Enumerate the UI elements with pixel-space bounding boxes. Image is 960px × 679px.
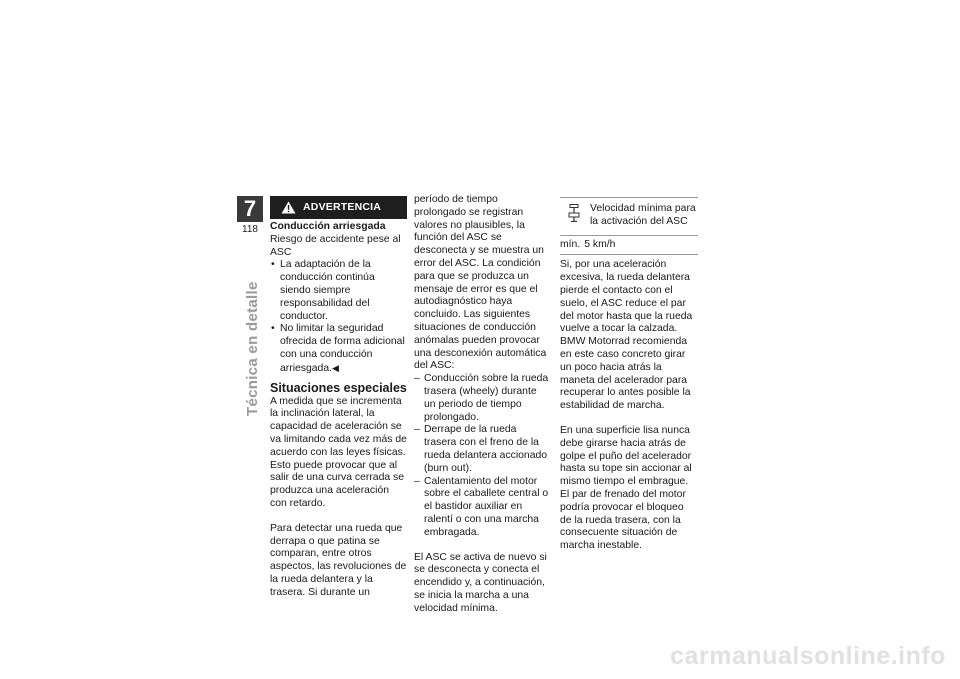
- watermark: carmanualsonline.info: [670, 642, 946, 670]
- chapter-number: 7: [237, 196, 263, 222]
- warning-triangle-icon: [276, 196, 300, 219]
- situation-item: – Calentamiento del motor sobre el caballete central o el bastidor auxiliar en ralentí o con una marcha embragada.: [414, 476, 551, 540]
- column-3: [560, 197, 698, 553]
- warning-header-label: ADVERTENCIA: [303, 201, 382, 214]
- chapter-title-vertical: [244, 240, 264, 420]
- situation-item: – Conducción sobre la rueda trasera (wheely) durante un periodo de tiempo prolongado.: [414, 373, 551, 424]
- column3-paragraph-2: En una superficie lisa nunca debe girarse hacia atrás de golpe el puño del acelerador hasta su tope sin accionar al mismo tiempo el embrague. El par de frenado del motor podría provocar el bloqueo de la rueda trasera, con la consecuente situación de marcha inestable.: [560, 424, 692, 552]
- speed-spec-box: [560, 197, 698, 255]
- situations-list: [414, 373, 551, 539]
- min-speed-value: 5 km/h: [584, 238, 616, 250]
- column2-paragraph-1: período de tiempo prolongado se registran valores no plausibles, la función del ASC se desconecta y se muestra un error del ASC. La condición para que se produzca un mensaje de error es que el autodiagnóstico haya concluido. Las siguientes situaciones de conducción anómalas pueden provocar una desconexión automática del ASC:: [414, 194, 547, 372]
- warning-bullets: [270, 259, 407, 375]
- column-2: [414, 194, 551, 616]
- speed-spec-label: Velocidad mínima para la activación del ASC: [590, 203, 696, 227]
- chapter-title: Técnica en detalle: [244, 281, 261, 416]
- end-mark: ◀: [331, 362, 339, 373]
- column-1: [270, 196, 407, 600]
- warning-bullet: • La adaptación de la conducción continúa siendo siempre responsabilidad del conductor.: [270, 259, 407, 323]
- column3-paragraph-1: Si, por una aceleración excesiva, la rueda delantera pierde el contacto con el suelo, el ASC reduce el par del motor hasta que la rueda vuelve a tocar la calzada. BMW Motorrad recomienda en este caso concreto girar un poco hacia atrás la maneta del acelerador para recuperar lo antes posible la estabilidad de marcha.: [560, 259, 693, 412]
- column2-paragraph-2: El ASC se activa de nuevo si se desconecta y conecta el encendido y, a continuación, se inicia la marcha a una velocidad mínima.: [414, 551, 547, 614]
- section-heading: Situaciones especiales: [270, 380, 407, 395]
- section-paragraph-2: Para detectar una rueda que derrapa o que patina se comparan, entre otros aspectos, las revoluciones de la rueda delantera y la trasera. Si durante un: [270, 522, 407, 598]
- situation-item: – Derrape de la rueda trasera con el freno de la rueda delantera accionado (burn out).: [414, 424, 551, 475]
- warning-header: [270, 196, 407, 219]
- warning-title: Conducción arriesgada: [270, 221, 386, 232]
- motorcycle-icon: [560, 203, 588, 229]
- page-number: 118: [242, 224, 258, 235]
- warning-bullet-text: No limitar la seguridad ofrecida de forma adicional con una conducción arriesgada.: [280, 323, 405, 374]
- section-paragraph-1: A medida que se incrementa la inclinación lateral, la capacidad de aceleración se va limitando cada vez más de acuerdo con las leyes físicas. Esto puede provocar que al salir de una curva cerrada se produzca una aceleración con retardo.: [270, 395, 407, 509]
- speed-spec-row: [560, 235, 698, 255]
- warning-bullet: [270, 323, 407, 375]
- min-label: mín.: [560, 238, 581, 250]
- warning-intro: Riesgo de accidente pese al ASC: [270, 233, 401, 258]
